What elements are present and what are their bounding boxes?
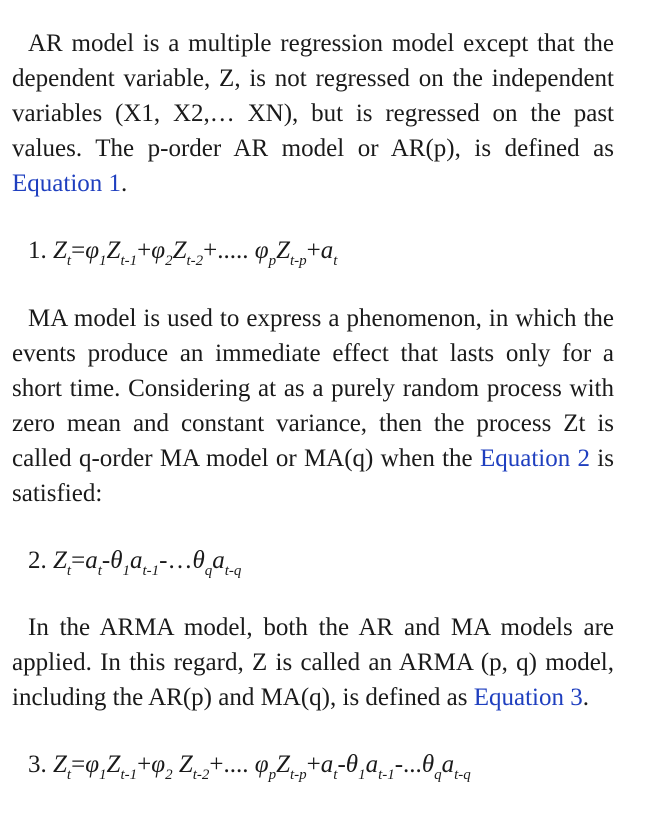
- paragraph-arma-model: [12, 610, 614, 715]
- paragraph-text: AR model is a multiple regression model except that the dependent variable, Z, is not regressed on the independent variables (X1, X2,… XN), but is regressed on the past values. The p-order AR model or AR(p), is defined as: [12, 30, 614, 162]
- paragraph-text: MA model is used to express a phenomenon, in which the events produce an immediate effect that lasts only for a short time. Considering at as a purely random process with zero mean and constant variance, then the process Zt is called q-order MA model or MA(q) when the: [12, 305, 614, 472]
- equation-number: 1.: [28, 237, 47, 264]
- paragraph-ma-model: [12, 301, 614, 511]
- paragraph-ar-model: [12, 26, 614, 201]
- paragraph-tail: is satisfied:: [12, 445, 614, 507]
- equation-2: [12, 543, 614, 578]
- paragraph-text: In the ARMA model, both the AR and MA models are applied. In this regard, Z is called an ARMA (p, q) model, including the AR(p) and MA(q), is defined as: [12, 614, 614, 711]
- equation-body: $Z_t=\varphi_1Z_{t-1}+\varphi_2$ $Z_{t-2}+$.... $\varphi_pZ_{t-p}+a_t-\theta_1a_{t-1}-...\theta_qa_{t-q}$: [53, 751, 471, 783]
- equation-2-link[interactable]: Equation 2: [479, 445, 591, 472]
- paragraph-tail: .: [582, 684, 589, 711]
- paragraph-tail: .: [121, 170, 128, 197]
- equation-3-link[interactable]: Equation 3: [473, 684, 583, 711]
- equation-number: 3.: [28, 751, 47, 778]
- equation-number: 2.: [28, 547, 47, 574]
- equation-1-link[interactable]: Equation 1: [12, 170, 122, 197]
- equation-1: [12, 233, 614, 268]
- equation-3: [12, 747, 614, 782]
- equation-body: $Z_t=\varphi_1Z_{t-1}+\varphi_2Z_{t-2}+$..... $\varphi_pZ_{t-p}+a_t$: [53, 237, 338, 269]
- equation-body: $Z_t=a_t-\theta_1a_{t-1}-\dots\theta_qa_{t-q}$: [53, 547, 242, 579]
